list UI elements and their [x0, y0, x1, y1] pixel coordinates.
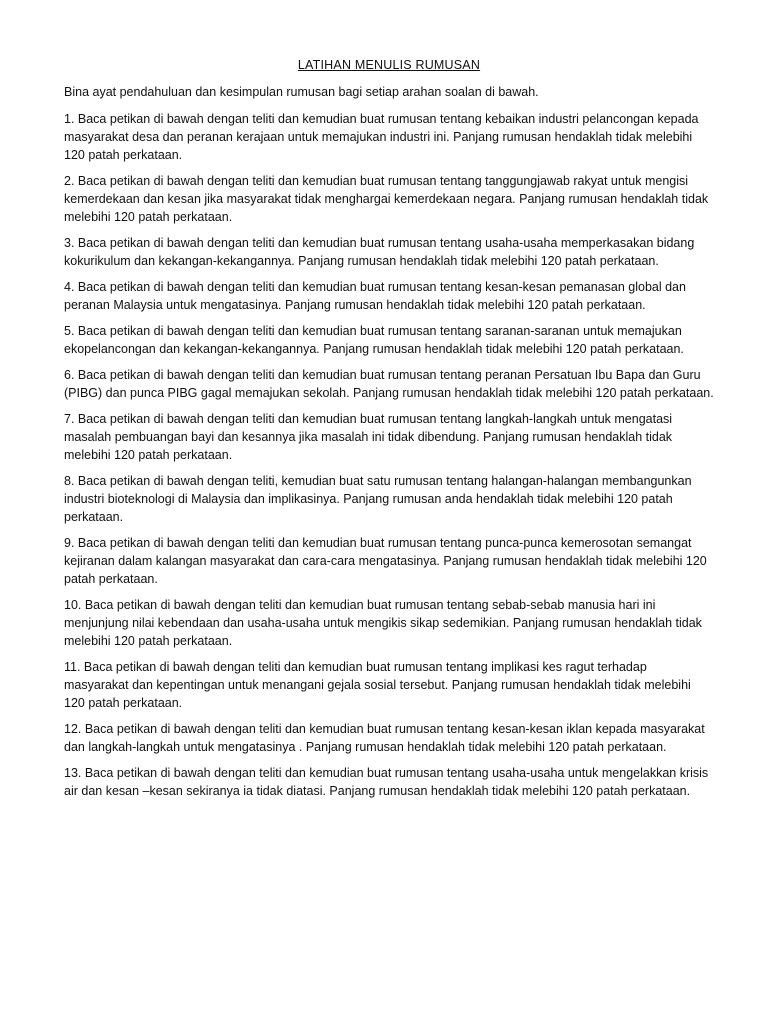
question-item: 4. Baca petikan di bawah dengan teliti dan kemudian buat rumusan tentang kesan-kesan pemanasan global dan peranan Malaysia untuk mengatasinya. Panjang rumusan hendaklah tidak melebihi 120 patah perkataan.: [64, 280, 686, 312]
question-item: 13. Baca petikan di bawah dengan teliti dan kemudian buat rumusan tentang usaha-usaha untuk mengelakkan krisis air dan kesan –kesan sekiranya ia tidak diatasi. Panjang rumusan hendaklah tidak melebihi 120 patah perkataan.: [64, 766, 709, 798]
question-item: 11. Baca petikan di bawah dengan teliti dan kemudian buat rumusan tentang implikasi kes ragut terhadap masyarakat dan kepentingan untuk menangani gejala sosial tersebut. Panjang rumusan hendaklah tidak melebihi 120 patah perkataan.: [64, 660, 691, 710]
question-item: 6. Baca petikan di bawah dengan teliti dan kemudian buat rumusan tentang peranan Persatuan Ibu Bapa dan Guru (PIBG) dan punca PIBG gagal memajukan sekolah. Panjang rumusan hendaklah tidak melebihi 120 patah perkataan.: [64, 368, 714, 400]
question-item: 9. Baca petikan di bawah dengan teliti dan kemudian buat rumusan tentang punca-punca kemerosotan semangat kejiranan dalam kalangan masyarakat dan cara-cara mengatasinya. Panjang rumusan hendaklah tidak melebihi 120 patah perkataan.: [64, 536, 707, 586]
question-item: 5. Baca petikan di bawah dengan teliti dan kemudian buat rumusan tentang saranan-saranan untuk memajukan ekopelancongan dan kekangan-kekangannya. Panjang rumusan hendaklah tidak melebihi 120 patah perkataan.: [64, 324, 684, 356]
question-item: 1. Baca petikan di bawah dengan teliti dan kemudian buat rumusan tentang kebaikan industri pelancongan kepada masyarakat desa dan peranan kerajaan untuk memajukan industri ini. Panjang rumusan hendaklah tidak melebihi 120 patah perkataan.: [64, 112, 699, 162]
question-item: 12. Baca petikan di bawah dengan teliti dan kemudian buat rumusan tentang kesan-kesan iklan kepada masyarakat dan langkah-langkah untuk mengatasinya . Panjang rumusan hendaklah tidak melebihi 120 patah perkataan.: [64, 722, 705, 754]
document-title: LATIHAN MENULIS RUMUSAN: [297, 58, 481, 72]
question-item: 10. Baca petikan di bawah dengan teliti dan kemudian buat rumusan tentang sebab-sebab manusia hari ini menjunjung nilai kebendaan dan usaha-usaha untuk mengikis sikap sedemikian. Panjang rumusan hendaklah tidak melebihi 120 patah perkataan.: [64, 598, 702, 648]
document-page: [64, 58, 714, 808]
instruction-text: Bina ayat pendahuluan dan kesimpulan rumusan bagi setiap arahan soalan di bawah.: [64, 85, 539, 99]
question-item: 7. Baca petikan di bawah dengan teliti dan kemudian buat rumusan tentang langkah-langkah untuk mengatasi masalah pembuangan bayi dan kesannya jika masalah ini tidak dibendung. Panjang rumusan hendaklah tidak melebihi 120 patah perkataan.: [64, 412, 673, 462]
question-item: 3. Baca petikan di bawah dengan teliti dan kemudian buat rumusan tentang usaha-usaha memperkasakan bidang kokurikulum dan kekangan-kekangannya. Panjang rumusan hendaklah tidak melebihi 120 patah perkataan.: [64, 236, 695, 268]
question-item: 2. Baca petikan di bawah dengan teliti dan kemudian buat rumusan tentang tanggungjawab rakyat untuk mengisi kemerdekaan dan kesan jika masyarakat tidak menghargai kemerdekaan negara. Panjang rumusan hendaklah tidak melebihi 120 patah perkataan.: [64, 174, 709, 224]
question-item: 8. Baca petikan di bawah dengan teliti, kemudian buat satu rumusan tentang halangan-halangan membangunkan industri bioteknologi di Malaysia dan implikasinya. Panjang rumusan anda hendaklah tidak melebihi 120 patah perkataan.: [64, 474, 692, 524]
